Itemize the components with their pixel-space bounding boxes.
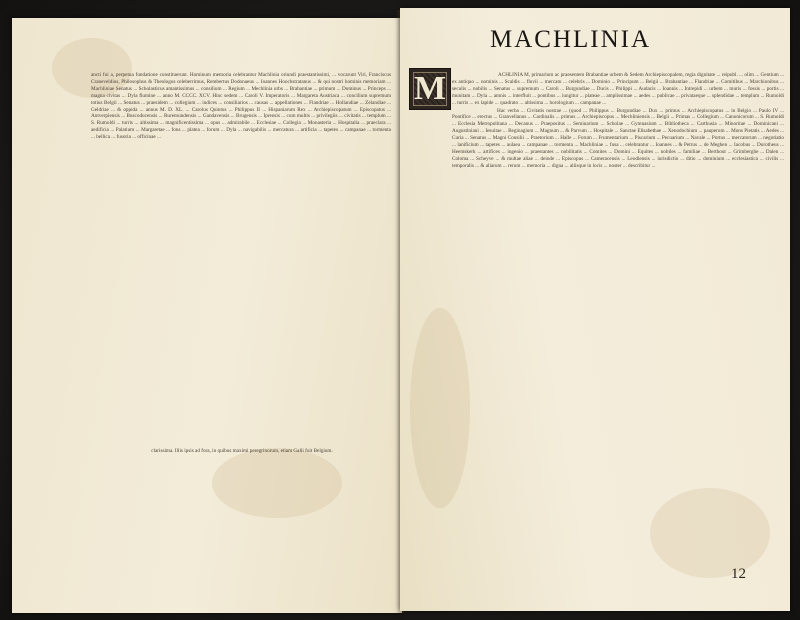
- left-page-closing-text: clarissima. Illis ipsis ad fora, in quibus maximi peregrinorum, etiam Galli fuit Belgium.: [151, 448, 333, 454]
- right-page-paragraph-1: ACHLINIA M, primarium ac praesentem Brabantiae urbem & Sedem Archiepiscopalem, regia dignitate ... reipubl. ... olim ... Gentium ... ex antiquo ... nominis ... Scaldis ... fluvii ... mercatu ... celebris ... Dominio ... Principum ... Belgii ... Brabantiae ... Flandriae ... Comitibus ... Marchionibus ... seculis ... nobilis ... Senatus ... supremum ... Caroli ... Burgundiae ... Ducis ... Philippi ... Audacis ... Ioannis ... Intrepidi ... urbem ... muris ... fossis ... portis ... munitam ... Dyla ... amnis ... interfluit ... pontibus ... iungitur ... plateae ... amplissimae ... aedes ... publicae ... privataeque ... splendidae ... templum ... Rumoldi ... turris ... ex lapide ... quadrato ... altissima ... horologium ... campanae ...: [452, 72, 784, 106]
- right-page: [400, 8, 790, 611]
- page-title: MACHLINIA: [490, 26, 652, 53]
- right-page-body-text: [452, 72, 784, 584]
- left-page-body-text: ancti fui a, perpetua fundatione constituerunt. Hominum memoria celebrantur Machlinia oriundi praestantissimi, ... vocarunt Viri, Franciscus Craneveldius, Philosophus & Theologus celeberrimus, Rembertus Dodonaeus ... Ioannes Hoochstratanus ... & qui nostri hominis memoriam ... Machliniae Senatus ... Scholasticus amantissimus ... consilium ... Regium ... Mechlinia urbs ... Brabantiae ... primum ... Dominus ... Princeps ... magna civitas ... Dyla flumine ... anno M. CCCC. XCV. Hinc sedem ... Caroli V. Imperatoris ... Margareta Austriaca ... concilium supremum totius Belgii ... Senatus ... praesidem ... collegium ... iudices ... consiliarios ... causas ... appellationes ... Flandriae ... Hollandiae ... Zelandiae ... Geldriae ... & oppida ... annus M. D. XL. ... Carolus Quintus ... Philippus II ... Hispaniarum Rex ... Archiepiscopatum ... Episcopatus ... Antverpiensis ... Buscoducensis ... Ruremundensis ... Gandavensis ... Brugensis ... Iprensis ... cum multis ... privilegiis ... civitatis ... templum ... S. Rumoldi ... turris ... altissima ... magnificentissima ... opus ... admirabile ... Ecclesiae ... Collegia ... Monasteria ... Hospitalia ... praeclara ... aedificia ... Palatium ... Margaretae ... fons ... platea ... forum ... Dyla ... navigabilis ... mercatura ... artificia ... tapetes ... campanae ... tormenta ... bellica ... fusoria ... officinae ...: [91, 72, 391, 141]
- ornamental-initial: [409, 68, 451, 110]
- page-number: 12: [731, 566, 746, 582]
- initial-letter: M: [413, 70, 447, 107]
- right-page-paragraph-2: Hac verba ... Civitatis nostrae ... (quod ... Philippus ... Burgundiae ... Dux ... primus ... Archiepiscopatus ... in Belgio ... Paulo IV ... Pontifice ... erectus ... Granvellanus ... Cardinalis ... primus ... Archiepiscopus ... Mechliniensis ... Belgii ... Primas ... Collegium ... Canonicorum ... S. Rumoldi ... Ecclesia Metropolitana ... Decanus ... Praepositus ... Seminarium ... Scholae ... Gymnasium ... Bibliotheca ... Carthusia ... Minoritae ... Dominicani ... Augustiniani ... Iesuitae ... Beginagium ... Magnum ... & Parvum ... Hospitale ... Sanctae Elisabethae ... Xenodochium ... pauperum ... Mons Pietatis ... Aedes ... Curia ... Senatus ... Magni Consilii ... Praetorium ... Halle ... Forum ... Frumentarium ... Piscarium ... Pecuarium ... Navale ... Portus ... mercatorum ... negotiatio ... lanificium ... tapetes ... aulaea ... campanae ... tormenta ... Machliniae ... fusa ... celebrantur ... Ioannes ... & Petrus ... de Meghen ... Iacobus ... Dorotheus ... Heemskerk ... artifices ... ingenio ... praestantes ... nobilitatis ... Comites ... Domini ... Equites ... nobiles ... familiae ... Berthout ... Grimberghe ... Dalen ... Coloma ... Scheyve ... & multae aliae ... deinde ... Episcopus ... Cameracensis ... Leodiensis ... iurisdictio ... ditio ... dominium ... ecclesiastica ... civilis ... temporalis ... & aliarum ... rerum ... memoria ... digna ... aliisque in locis ... noster ... describitur ...: [452, 107, 784, 169]
- left-page: [12, 18, 402, 613]
